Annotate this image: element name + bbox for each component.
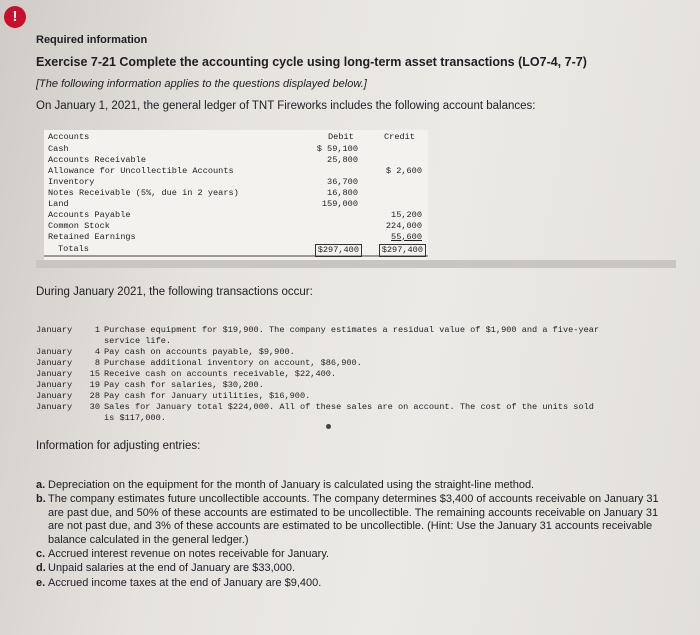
required-information: Required information (36, 34, 148, 46)
ledger-row (44, 232, 428, 243)
ledger-row (44, 199, 428, 210)
transaction-description-cont: is $117,000. (104, 413, 166, 423)
transactions-intro: During January 2021, the following transactions occur: (36, 286, 313, 298)
ledger-row (44, 188, 428, 199)
transaction-description: Pay cash for salaries, $30,200. (104, 380, 264, 390)
header-accounts: Accounts (48, 132, 90, 142)
transaction-row (36, 380, 676, 391)
adjusting-text: The company estimates future uncollectible accounts. The company determines $3,400 of accounts receivable on January 31 are past due, and 50% of these accounts are estimated to be uncollectible. The remaining accounts receivable on January 31 are not past due, and 3% of these accounts are estimated to be uncollectible. (Hint: Use the January 31 accounts receivable balance calculated in the general ledger.) (48, 493, 659, 546)
ledger-account: Allowance for Uncollectible Accounts (48, 166, 234, 176)
transaction-month: January (36, 402, 73, 412)
transaction-continuation (36, 336, 676, 347)
transaction-row (36, 402, 676, 413)
transaction-day: 28 (89, 391, 100, 401)
ledger-account: Accounts Payable (48, 210, 131, 220)
ledger-debit: 25,800 (327, 155, 358, 165)
transaction-description: Pay cash on accounts payable, $9,900. (104, 347, 295, 357)
totals-label: Totals (58, 244, 89, 254)
adjusting-text: Depreciation on the equipment for the month of January is calculated using the straight-line method. (48, 479, 535, 491)
totals-credit: $297,400 (379, 244, 426, 257)
transaction-description: Purchase equipment for $19,900. The company estimates a residual value of $1,900 and a five-year (104, 325, 600, 335)
ledger-debit: $ 59,100 (316, 144, 358, 154)
transaction-day: 1 (94, 325, 100, 335)
ledger-account: Cash (48, 144, 69, 154)
adjusting-text: Accrued income taxes at the end of January are $9,400. (48, 576, 322, 589)
totals-debit: $297,400 (315, 244, 362, 257)
transaction-day: 8 (94, 358, 100, 368)
adjusting-list (36, 479, 666, 591)
header-debit: Debit (328, 132, 354, 142)
ledger-row (44, 166, 428, 177)
transaction-row (36, 369, 676, 380)
ledger-credit: 15,200 (391, 210, 422, 220)
transaction-row (36, 358, 676, 369)
transaction-row (36, 347, 676, 358)
transactions-list (36, 325, 676, 424)
transaction-day: 19 (89, 380, 100, 390)
transaction-continuation (36, 413, 676, 424)
transaction-day: 15 (89, 369, 100, 379)
alert-icon: ! (4, 6, 26, 28)
adjusting-entry (36, 493, 666, 547)
transaction-description: Sales for January total $224,000. All of these sales are on account. The cost of the units sold (104, 402, 594, 412)
totals-rule (44, 255, 428, 257)
transaction-day: 4 (94, 347, 100, 357)
transaction-month: January (36, 391, 73, 401)
adjusting-letter: d. (36, 562, 46, 575)
transaction-row (36, 391, 676, 402)
adjusting-text: Accrued interest revenue on notes receivable for January. (48, 548, 330, 561)
transaction-month: January (36, 325, 73, 335)
transaction-day: 30 (89, 402, 100, 412)
ledger-account: Inventory (48, 177, 95, 187)
ledger-totals-row (44, 244, 428, 255)
ledger-header-row (44, 132, 428, 143)
adjusting-title: Information for adjusting entries: (36, 440, 201, 452)
ledger-debit: 36,700 (327, 177, 358, 187)
ledger-bottom-bar (36, 260, 676, 268)
ledger-row (44, 210, 428, 221)
transaction-month: January (36, 358, 73, 368)
ledger-row (44, 177, 428, 188)
adjusting-letter: b. (36, 493, 46, 506)
transaction-description: Purchase additional inventory on account, $86,900. (104, 358, 362, 368)
transaction-description: Pay cash for January utilities, $16,900. (104, 391, 311, 401)
transaction-description-cont: service life. (104, 336, 172, 346)
ledger-credit: 224,000 (385, 221, 422, 231)
transaction-row (36, 325, 676, 336)
adjusting-letter: c. (36, 548, 46, 561)
adjusting-letter: a. (36, 479, 46, 491)
header (36, 34, 676, 112)
ledger-table (44, 130, 428, 260)
ledger-credit: 55,600 (391, 232, 422, 242)
ledger-row (44, 144, 428, 155)
info-note: [The following information applies to the questions displayed below.] (36, 78, 367, 90)
adjusting-entry (36, 548, 666, 561)
ledger-debit: 16,800 (327, 188, 358, 198)
transaction-month: January (36, 380, 73, 390)
ledger-intro: On January 1, 2021, the general ledger of TNT Fireworks includes the following account balances: (36, 100, 536, 112)
adjusting-entry (36, 577, 666, 590)
ledger-row (44, 221, 428, 232)
adjusting-entry (36, 479, 666, 492)
transaction-description: Receive cash on accounts receivable, $22,400. (104, 369, 337, 379)
adjusting-text: Unpaid salaries at the end of January are $33,000. (48, 562, 296, 575)
transaction-month: January (36, 369, 73, 379)
cursor-dot (326, 424, 331, 429)
header-credit: Credit (384, 132, 415, 142)
ledger-account: Land (48, 199, 69, 209)
adjusting-entry (36, 562, 666, 575)
ledger-account: Retained Earnings (48, 232, 136, 242)
ledger-credit: $ 2,600 (385, 166, 422, 176)
ledger-account: Common Stock (48, 221, 110, 231)
transaction-month: January (36, 347, 73, 357)
ledger-account: Notes Receivable (5%, due in 2 years) (48, 188, 239, 198)
ledger-row (44, 155, 428, 166)
exercise-title: Exercise 7-21 Complete the accounting cycle using long-term asset transactions (LO7-4, 7-7) (36, 55, 587, 69)
adjusting-letter: e. (36, 576, 46, 589)
ledger-debit: 159,000 (321, 199, 358, 209)
ledger-account: Accounts Receivable (48, 155, 146, 165)
